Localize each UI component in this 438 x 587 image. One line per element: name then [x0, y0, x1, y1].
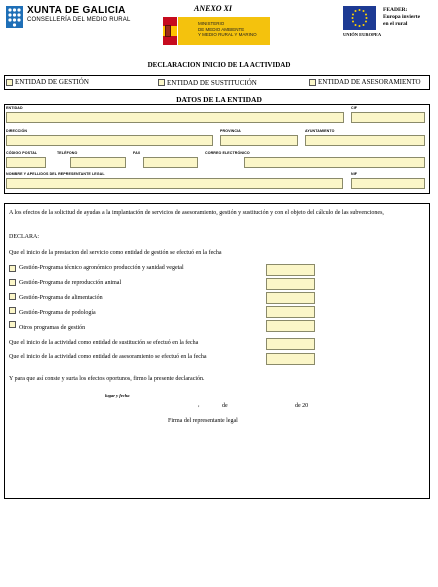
label-cif: CIF [351, 106, 358, 110]
option-sustitucion-label: ENTIDAD DE SUSTITUCIÓN [167, 79, 257, 87]
label-correo: CORREO ELECTRÓNICO [205, 151, 250, 155]
program-3-date-field[interactable] [266, 292, 315, 304]
program-row-4 [9, 306, 429, 318]
declara-label: DECLARA: [9, 234, 39, 240]
gestion-line: Que el inicio de la prestacion del servicio como entidad de gestión se efectuó en la fecha [9, 250, 222, 256]
feader-line2: en el rural [383, 21, 408, 27]
option-asesoramiento-label: ENTIDAD DE ASESORAMIENTO [318, 78, 421, 86]
closing-text: Y para que así conste y surta los efectos oportunos, firmo la presente declaración. [9, 376, 205, 382]
cif-field[interactable] [351, 112, 425, 123]
ministry-logo [178, 17, 270, 45]
program-4-date-field[interactable] [266, 306, 315, 318]
xunta-subtitle: CONSELLERÍA DEL MEDIO RURAL [27, 17, 131, 23]
label-codigo-postal: CÓDIGO POSTAL [6, 151, 38, 155]
label-direccion: DIRECCIÓN [6, 129, 28, 133]
ministry-text: MINISTERIO DE MEDIO AMBIENTE Y MEDIO RURAL Y MARINO [198, 21, 257, 37]
label-provincia: PROVINCIA [220, 129, 241, 133]
program-3-checkbox[interactable] [9, 293, 16, 300]
label-ayuntamiento: AYUNTAMIENTO [305, 129, 335, 133]
place-date-label: lugar y fecha [105, 393, 130, 398]
eu-flag [343, 6, 376, 30]
asesoramiento-line: Que el inicio de la actividad como entidad de asesoramiento se efectuó en la fecha [9, 354, 207, 360]
label-telefono: TELÉFONO [57, 151, 78, 155]
ayuntamiento-field[interactable] [305, 135, 425, 146]
program-4-label: Gestión-Programa de podología [19, 310, 96, 316]
feader-line1: Europa invierte [383, 14, 421, 20]
program-2-label: Gestión-Programa de reproducción animal [19, 280, 122, 286]
asesoramiento-date-field[interactable] [266, 353, 315, 365]
date-de: de [222, 403, 228, 409]
annex-label: ANEXO XI [194, 4, 233, 13]
xunta-logo [6, 6, 23, 28]
program-2-checkbox[interactable] [9, 279, 16, 286]
codigo-postal-field[interactable] [6, 157, 46, 168]
fax-field[interactable] [143, 157, 198, 168]
label-fax: FAX [133, 151, 141, 155]
xunta-title: XUNTA DE GALICIA [27, 5, 126, 16]
section-title: DATOS DE LA ENTIDAD [176, 95, 262, 104]
form-title: DECLARACION INICIO DE LA ACTIVIDAD [147, 61, 291, 69]
declaration-intro: A los efectos de la solicitud de ayudas a la implantación de servicios de asesoramiento, gestión y sustitución y con el objeto del cálculo de las subvenciones, [9, 210, 384, 216]
feader-title: FEADER: [383, 7, 408, 13]
program-5-date-field[interactable] [266, 320, 315, 332]
representante-field[interactable] [6, 178, 343, 189]
nif-field[interactable] [351, 178, 425, 189]
correo-field[interactable] [244, 157, 425, 168]
program-2-date-field[interactable] [266, 278, 315, 290]
direccion-field[interactable] [6, 135, 213, 146]
program-1-label: Gestión-Programa técnico agronómico producción y sanidad vegetal [19, 265, 184, 271]
entidad-field[interactable] [6, 112, 344, 123]
program-row-3 [9, 292, 429, 304]
label-representante: NOMBRE Y APELLIDOS DEL REPRESENTANTE LEGAL [6, 172, 105, 176]
program-5-checkbox[interactable] [9, 321, 16, 328]
declaration-box [4, 203, 430, 499]
date-comma: , [198, 402, 200, 408]
option-gestion-checkbox[interactable] [6, 79, 13, 86]
sustitucion-line: Que el inicio de la actividad como entidad de sustitución se efectuó en la fecha [9, 340, 199, 346]
program-3-label: Gestión-Programa de alimentación [19, 295, 103, 301]
program-row-1 [9, 264, 429, 276]
telefono-field[interactable] [70, 157, 126, 168]
program-row-2 [9, 278, 429, 290]
signature-label: Firma del representante legal [168, 418, 238, 424]
program-row-5 [9, 320, 429, 332]
sustitucion-date-field[interactable] [266, 338, 315, 350]
option-asesoramiento-checkbox[interactable] [309, 79, 316, 86]
program-1-checkbox[interactable] [9, 265, 16, 272]
date-de20: de 20 [295, 403, 309, 409]
eu-label: UNIÓN EUROPEA [343, 32, 382, 37]
program-4-checkbox[interactable] [9, 307, 16, 314]
option-sustitucion-checkbox[interactable] [158, 79, 165, 86]
program-1-date-field[interactable] [266, 264, 315, 276]
label-entidad: ENTIDAD [6, 106, 23, 110]
spain-emblem [163, 17, 177, 45]
provincia-field[interactable] [220, 135, 298, 146]
option-gestion-label: ENTIDAD DE GESTIÓN [15, 78, 89, 86]
program-5-label: Otros programas de gestión [19, 325, 86, 331]
label-nif: NIF [351, 172, 358, 176]
